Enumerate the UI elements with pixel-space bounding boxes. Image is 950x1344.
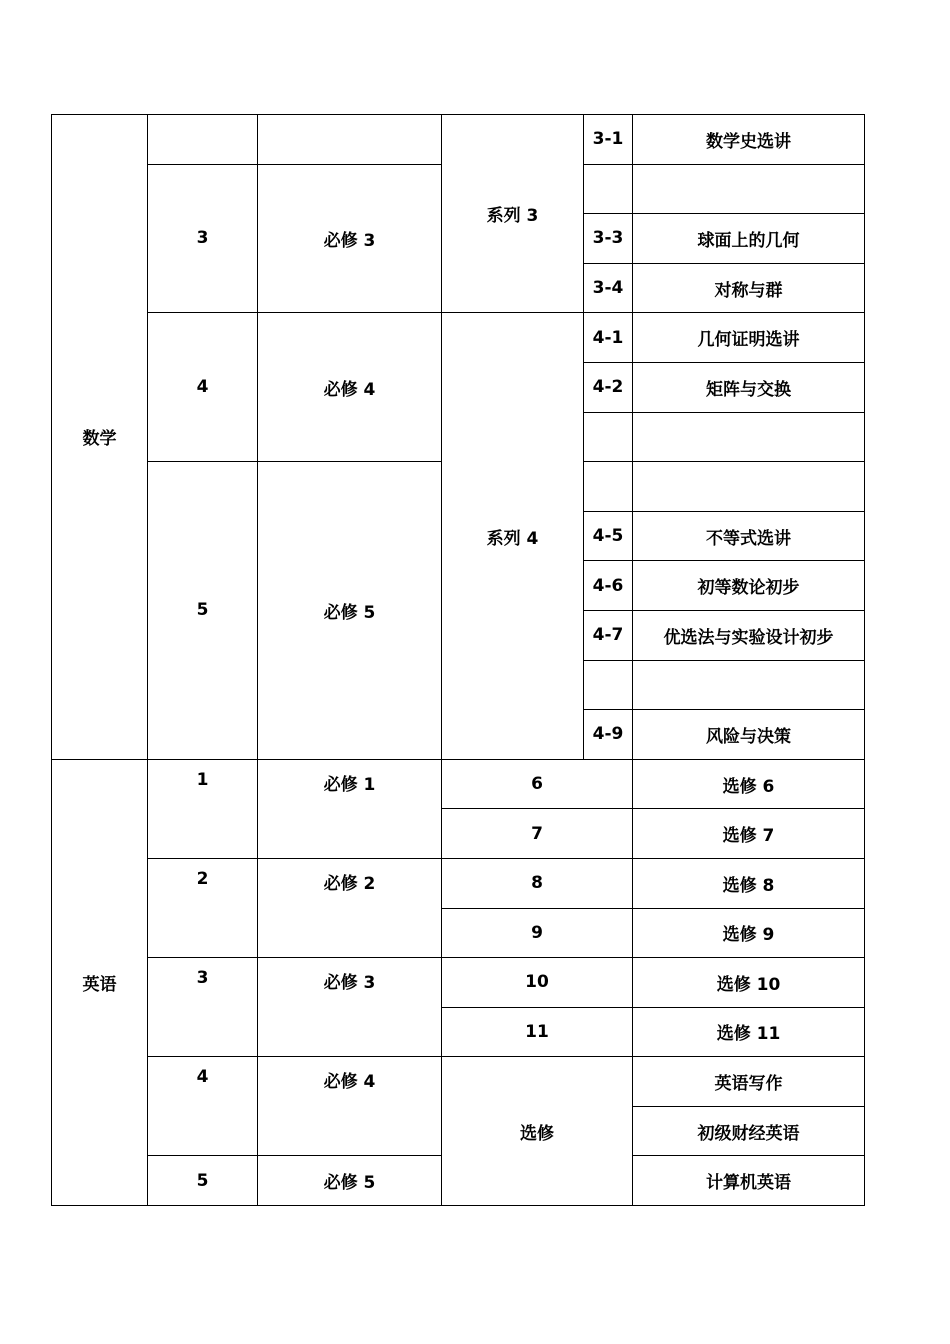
subject-cell-math: 数学 — [52, 115, 148, 760]
elective-code: 4-5 — [584, 511, 633, 561]
elective-name: 不等式选讲 — [633, 511, 865, 561]
elective-number: 7 — [442, 809, 633, 859]
series-cell-3: 系列 3 — [442, 115, 584, 313]
elective-name: 初等数论初步 — [633, 561, 865, 611]
elective-name: 矩阵与交换 — [633, 362, 865, 412]
elective-name: 对称与群 — [633, 263, 865, 313]
elective-code: 4-2 — [584, 362, 633, 412]
elective-name: 选修 11 — [633, 1007, 865, 1057]
required-course: 必修 4 — [258, 1057, 442, 1156]
required-number: 4 — [148, 1057, 258, 1156]
table-row — [52, 759, 865, 809]
elective-name: 选修 7 — [633, 809, 865, 859]
elective-number: 8 — [442, 858, 633, 908]
required-number: 2 — [148, 858, 258, 957]
required-course: 必修 2 — [258, 858, 442, 957]
elective-code: 4-1 — [584, 313, 633, 363]
elective-group-label: 选修 — [442, 1057, 633, 1206]
elective-code — [584, 462, 633, 512]
required-number: 5 — [148, 462, 258, 760]
required-course: 必修 5 — [258, 462, 442, 760]
elective-name: 数学史选讲 — [633, 115, 865, 165]
elective-code: 3-1 — [584, 115, 633, 165]
elective-name: 风险与决策 — [633, 710, 865, 760]
required-course: 必修 1 — [258, 759, 442, 858]
table-row — [52, 958, 865, 1008]
elective-name: 优选法与实验设计初步 — [633, 610, 865, 660]
elective-code: 3-4 — [584, 263, 633, 313]
elective-code: 4-9 — [584, 710, 633, 760]
elective-code: 3-3 — [584, 214, 633, 264]
elective-name: 英语写作 — [633, 1057, 865, 1107]
curriculum-table — [51, 114, 865, 1206]
required-course: 必修 4 — [258, 313, 442, 462]
elective-name: 选修 10 — [633, 958, 865, 1008]
empty-cell — [148, 115, 258, 165]
table-row — [52, 115, 865, 165]
empty-cell — [258, 115, 442, 165]
elective-name — [633, 660, 865, 710]
elective-name: 选修 6 — [633, 759, 865, 809]
elective-code — [584, 660, 633, 710]
table-row — [52, 1057, 865, 1107]
required-number: 3 — [148, 958, 258, 1057]
elective-name: 计算机英语 — [633, 1156, 865, 1206]
required-number: 5 — [148, 1156, 258, 1206]
elective-name: 选修 9 — [633, 908, 865, 958]
elective-name: 初级财经英语 — [633, 1106, 865, 1156]
elective-name: 几何证明选讲 — [633, 313, 865, 363]
elective-code — [584, 412, 633, 462]
subject-cell-english: 英语 — [52, 759, 148, 1205]
table-row — [52, 858, 865, 908]
elective-code: 4-7 — [584, 610, 633, 660]
required-number: 3 — [148, 164, 258, 313]
required-course: 必修 5 — [258, 1156, 442, 1206]
required-course: 必修 3 — [258, 958, 442, 1057]
required-number: 1 — [148, 759, 258, 858]
elective-number: 9 — [442, 908, 633, 958]
series-cell-4: 系列 4 — [442, 313, 584, 759]
required-course: 必修 3 — [258, 164, 442, 313]
elective-name — [633, 412, 865, 462]
elective-name: 选修 8 — [633, 858, 865, 908]
elective-number: 10 — [442, 958, 633, 1008]
required-number: 4 — [148, 313, 258, 462]
elective-number: 6 — [442, 759, 633, 809]
elective-name: 球面上的几何 — [633, 214, 865, 264]
elective-name — [633, 462, 865, 512]
table-row — [52, 313, 865, 363]
elective-code: 4-6 — [584, 561, 633, 611]
elective-name — [633, 164, 865, 214]
elective-number: 11 — [442, 1007, 633, 1057]
elective-code — [584, 164, 633, 214]
